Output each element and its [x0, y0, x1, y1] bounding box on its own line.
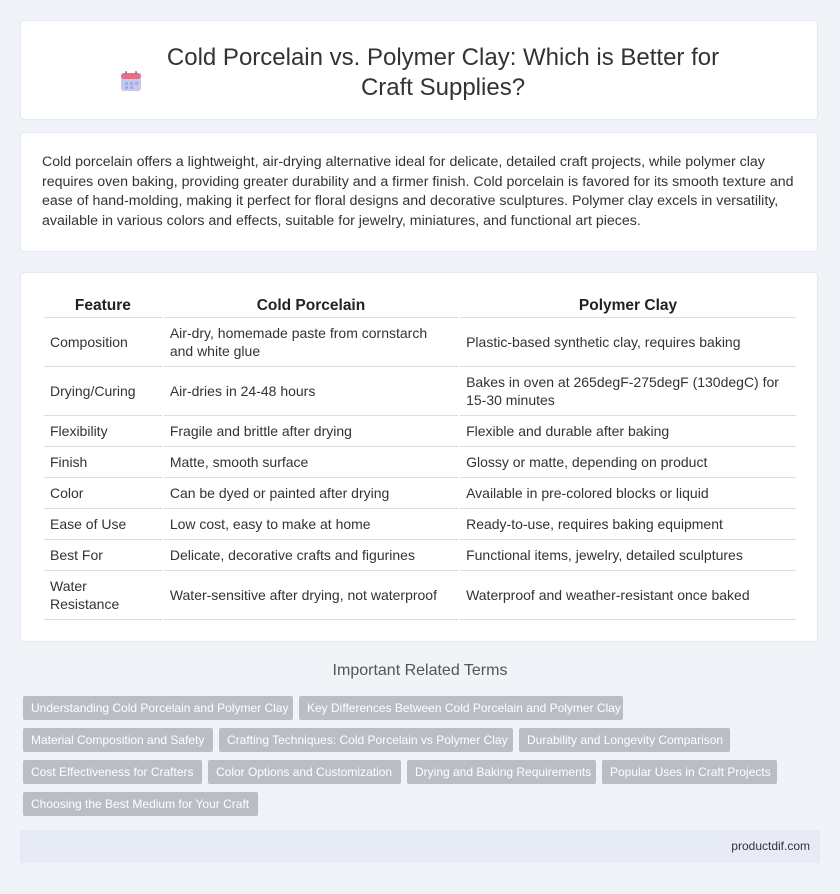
polymer-clay-cell: Flexible and durable after baking [460, 416, 796, 447]
related-terms-heading: Important Related Terms [332, 662, 508, 679]
page-title: Cold Porcelain vs. Polymer Clay: Which is Better for Craft Supplies? [166, 44, 720, 101]
footer [20, 830, 820, 863]
cold-porcelain-cell: Fragile and brittle after drying [164, 416, 458, 447]
related-term-tag[interactable]: Crafting Techniques: Cold Porcelain vs Polymer Clay [219, 728, 513, 752]
title-card [20, 20, 818, 120]
table-row [44, 540, 796, 571]
feature-cell: Flexibility [44, 416, 162, 447]
table-row [44, 478, 796, 509]
related-term-tag[interactable]: Key Differences Between Cold Porcelain and Polymer Clay [299, 696, 623, 720]
cold-porcelain-cell: Matte, smooth surface [164, 447, 458, 478]
polymer-clay-cell: Plastic-based synthetic clay, requires baking [460, 318, 796, 367]
table-row [44, 367, 796, 416]
related-term-tag[interactable]: Choosing the Best Medium for Your Craft [23, 792, 258, 816]
feature-cell: Color [44, 478, 162, 509]
related-term-tag[interactable]: Cost Effectiveness for Crafters [23, 760, 202, 784]
cold-porcelain-cell: Low cost, easy to make at home [164, 509, 458, 540]
table-row [44, 318, 796, 367]
polymer-clay-cell: Ready-to-use, requires baking equipment [460, 509, 796, 540]
related-term-tag[interactable]: Color Options and Customization [208, 760, 401, 784]
table-row [44, 416, 796, 447]
table-row [44, 509, 796, 540]
cold-porcelain-cell: Air-dries in 24-48 hours [164, 367, 458, 416]
intro-card [20, 132, 818, 252]
related-term-tag[interactable]: Material Composition and Safety [23, 728, 213, 752]
cold-porcelain-cell: Delicate, decorative crafts and figurines [164, 540, 458, 571]
feature-cell: Composition [44, 318, 162, 367]
table-row [44, 447, 796, 478]
related-term-tag[interactable]: Drying and Baking Requirements [407, 760, 596, 784]
cold-porcelain-cell: Water-sensitive after drying, not waterproof [164, 571, 458, 620]
related-term-tag[interactable]: Understanding Cold Porcelain and Polymer Clay [23, 696, 293, 720]
feature-cell: Water Resistance [44, 571, 162, 620]
cold-porcelain-cell: Air-dry, homemade paste from cornstarch and white glue [164, 318, 458, 367]
page-title-row [21, 43, 817, 103]
footer-site-link[interactable]: productdif.com [731, 839, 810, 853]
related-term-tag[interactable]: Popular Uses in Craft Projects [602, 760, 777, 784]
feature-cell: Best For [44, 540, 162, 571]
header-feature: Feature [44, 295, 162, 318]
feature-cell: Finish [44, 447, 162, 478]
feature-cell: Drying/Curing [44, 367, 162, 416]
polymer-clay-cell: Bakes in oven at 265degF-275degF (130degC) for 15-30 minutes [460, 367, 796, 416]
table-header-row [44, 295, 796, 318]
related-term-tag[interactable]: Durability and Longevity Comparison [519, 728, 730, 752]
header-polymer-clay: Polymer Clay [460, 295, 796, 318]
polymer-clay-cell: Available in pre-colored blocks or liquid [460, 478, 796, 509]
comparison-table [42, 295, 798, 620]
polymer-clay-cell: Waterproof and weather-resistant once baked [460, 571, 796, 620]
calendar-icon [119, 69, 143, 93]
comparison-card [20, 272, 818, 642]
polymer-clay-cell: Glossy or matte, depending on product [460, 447, 796, 478]
header-cold-porcelain: Cold Porcelain [164, 295, 458, 318]
cold-porcelain-cell: Can be dyed or painted after drying [164, 478, 458, 509]
table-row [44, 571, 796, 620]
polymer-clay-cell: Functional items, jewelry, detailed sculptures [460, 540, 796, 571]
intro-paragraph: Cold porcelain offers a lightweight, air-drying alternative ideal for delicate, detailed craft projects, while polymer clay requires oven baking, providing greater durability and a firmer finish. Cold porcelain is favored for its smooth texture and ease of hand-molding, making it perfect for floral designs and decorative sculptures. Polymer clay excels in versatility, available in various colors and effects, suitable for jewelry, miniatures, and functional art pieces. [42, 154, 794, 229]
feature-cell: Ease of Use [44, 509, 162, 540]
